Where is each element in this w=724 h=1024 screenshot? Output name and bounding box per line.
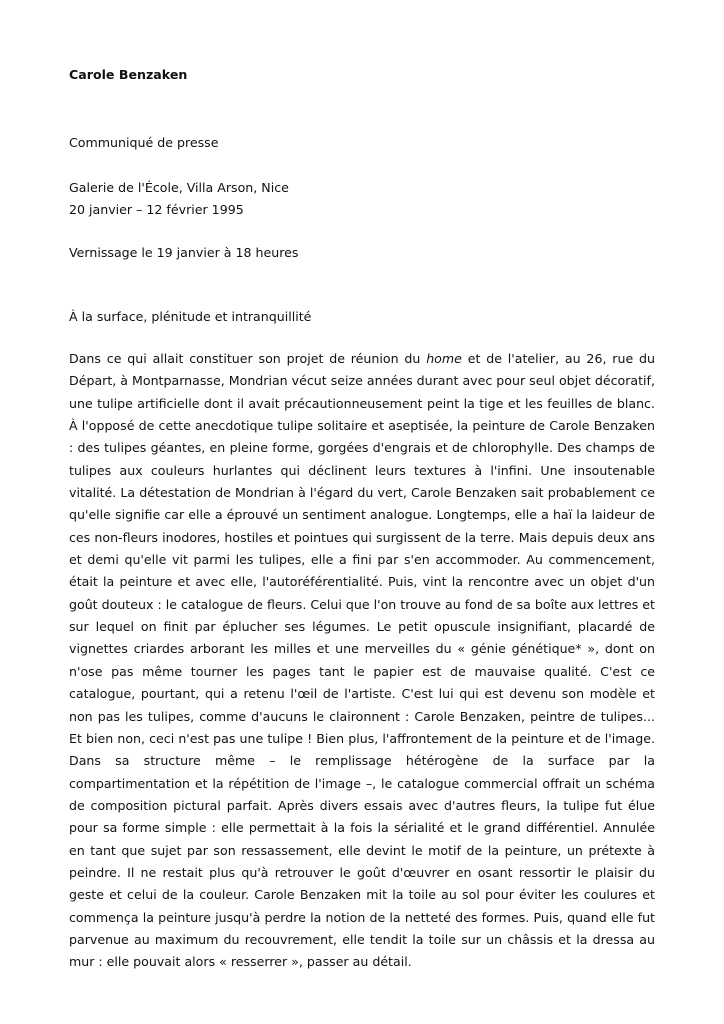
article-heading: À la surface, plénitude et intranquillité [69, 309, 312, 324]
paragraph-text-rest: et de l'atelier, au 26, rue du Départ, à Montparnasse, Mondrian vécut seize années durant avec pour seul objet décoratif, une tulipe artificielle dont il avait précautionneusement peint la tige et les feuilles de blanc. À l'opposé de cette anecdotique tulipe solitaire et aseptisée, la peinture de Carole Benzaken : des tulipes géantes, en pleine forme, gorgées d'engrais et de chlorophylle. Des champs de tulipes aux couleurs hurlantes qui déclinent leurs textures à l'infini. Une insoutenable vitalité. La détestation de Mondrian à l'égard du vert, Carole Benzaken sait probablement ce qu'elle signifie car elle a éprouvé un sentiment analogue. Longtemps, elle a haï la laideur de ces non-fleurs inodores, hostiles et pointues qui surgissent de la terre. Mais depuis deux ans et demi qu'elle vit parmi les tulipes, elle a fini par s'en accommoder. Au commencement, était la peinture et avec elle, l'autoréférentialité. Puis, vint la rencontre avec un objet d'un goût douteux : le catalogue de fleurs. Celui que l'on trouve au fond de sa boîte aux lettres et sur lequel on finit par éplucher ses légumes. Le petit opuscule insignifiant, placardé de vignettes criardes arborant les milles et une merveilles du « génie génétique* », dont on n'ose pas même tourner les pages tant le papier est de mauvaise qualité. C'est ce catalogue, pourtant, qui a retenu l'œil de l'artiste. C'est lui qui est devenu son modèle et non pas les tulipes, comme d'aucuns le claironnent : Carole Benzaken, peintre de tulipes... Et bien non, ceci n'est pas une tulipe ! Bien plus, l'affrontement de la peinture et de l'image. Dans sa structure même – le remplissage hétérogène de la surface par la compartimentation et la répétition de l'image –, le catalogue commercial offrait un schéma de composition pictural parfait. Après divers essais avec d'autres fleurs, la tulipe fut élue pour sa forme simple : elle permettait à la fois la sérialité et le grand différentiel. Annulée en tant que sujet par son ressassement, elle devint le motif de la peinture, un prétexte à peindre. Il ne restait plus qu'à retrouver le goût d'œuvrer en osant ressortir le plaisir du geste et celui de la couleur. Carole Benzaken mit la toile au sol pour éviter les coulures et commença la peinture jusqu'à perdre la notion de la netteté des formes. Puis, quand elle fut parvenue au maximum du recouvrement, elle tendit la toile sur un châssis et la dressa au mur : elle pouvait alors « resserrer », passer au détail. [69, 351, 655, 970]
article-paragraph [69, 348, 655, 974]
exhibition-venue: Galerie de l'École, Villa Arson, Nice [69, 180, 289, 195]
document-type: Communiqué de presse [69, 135, 219, 150]
paragraph-text-start: Dans ce qui allait constituer son projet de réunion du [69, 351, 427, 366]
author-name: Carole Benzaken [69, 67, 188, 82]
opening-info: Vernissage le 19 janvier à 18 heures [69, 245, 299, 260]
document-page [69, 64, 655, 974]
paragraph-emphasis: home [426, 351, 462, 366]
exhibition-dates: 20 janvier – 12 février 1995 [69, 202, 244, 217]
